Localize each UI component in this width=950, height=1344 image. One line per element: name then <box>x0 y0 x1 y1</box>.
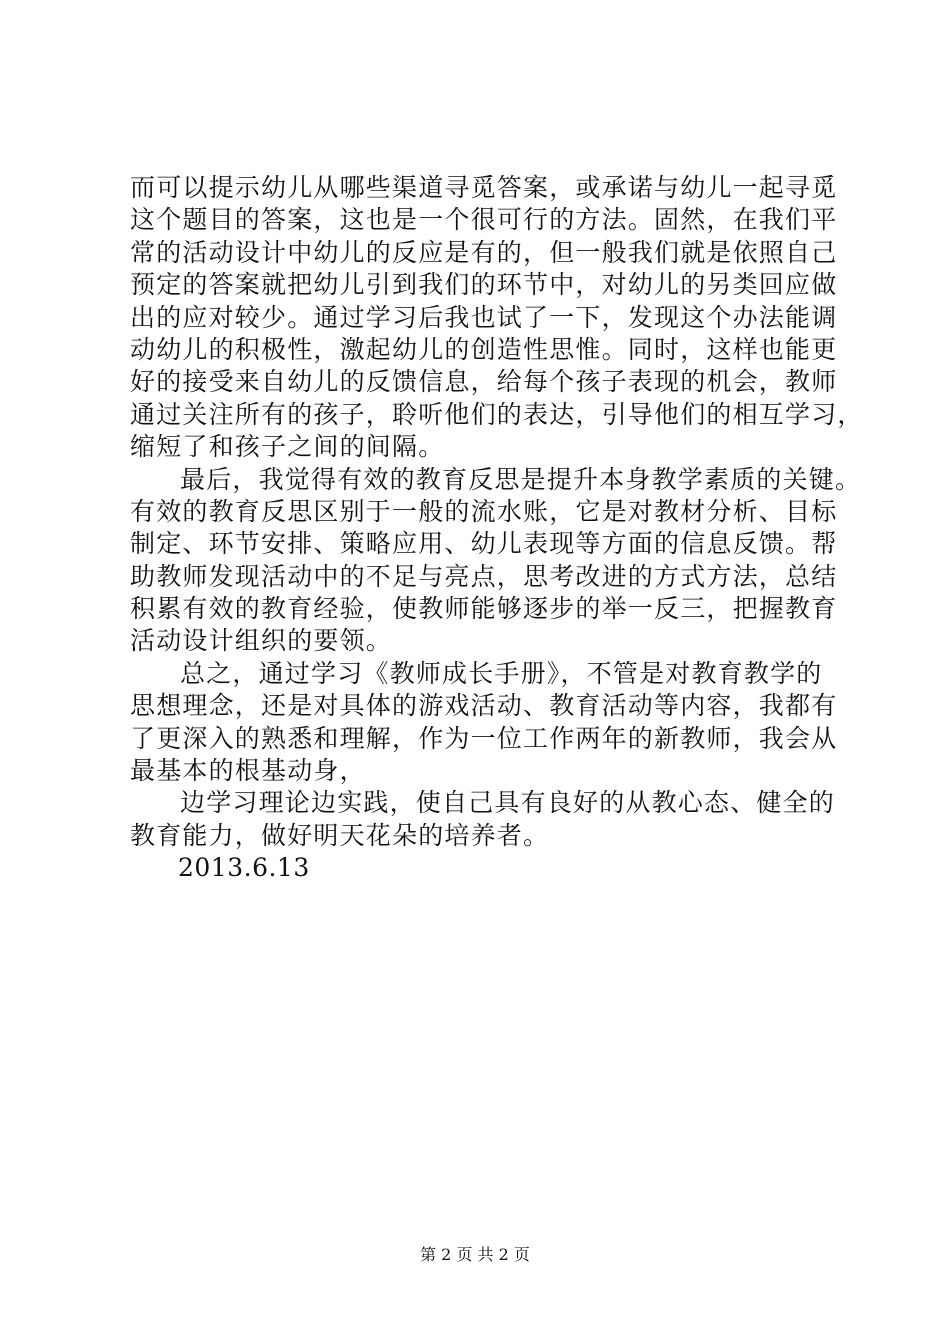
paragraph-line: 有效的教育反思区别于一般的流水账，它是对教材分析、目标 <box>130 496 838 526</box>
paragraph-3 <box>130 658 840 788</box>
paragraph-2 <box>130 464 862 658</box>
paragraph-line: 好的接受来自幼儿的反馈信息，给每个孩子表现的机会，教师 <box>130 367 838 397</box>
paragraph-line: 积累有效的教育经验，使教师能够逐步的举一反三，把握教育 <box>130 594 838 624</box>
paragraph-line: 通过关注所有的孩子，聆听他们的表达，引导他们的相互学习， <box>130 399 864 429</box>
paragraph-line: 这个题目的答案，这也是一个很可行的方法。固然，在我们平 <box>130 205 838 235</box>
paragraph-line: 预定的答案就把幼儿引到我们的环节中，对幼儿的另类回应做 <box>130 270 838 300</box>
paragraph-1 <box>130 172 864 464</box>
paragraph-line: 常的活动设计中幼儿的反应是有的，但一般我们就是依照自己 <box>130 237 838 267</box>
paragraph-line: 活动设计组织的要领。 <box>130 626 393 656</box>
paragraph-line: 制定、环节安排、策略应用、幼儿表现等方面的信息反馈。帮 <box>130 529 838 559</box>
document-date: 2013.6.13 <box>178 853 310 883</box>
paragraph-line: 总之，通过学习《教师成长手册》，不管是对教育教学的 <box>180 658 823 688</box>
paragraph-line: 出的应对较少。通过学习后我也试了一下，发现这个办法能调 <box>130 302 838 332</box>
document-body <box>130 172 864 885</box>
paragraph-line: 思想理念，还是对具体的游戏活动、教育活动等内容，我都有 <box>130 691 838 721</box>
paragraph-line: 动幼儿的积极性，激起幼儿的创造性思惟。同时，这样也能更 <box>130 334 838 364</box>
paragraph-line: 而可以提示幼儿从哪些渠道寻觅答案，或承诺与幼儿一起寻觅 <box>130 173 838 202</box>
paragraph-4 <box>130 787 840 852</box>
paragraph-line: 缩短了和孩子之间的间隔。 <box>130 432 445 462</box>
paragraph-line: 了更深入的熟悉和理解，作为一位工作两年的新教师，我会从 <box>130 723 838 753</box>
paragraph-line: 边学习理论边实践，使自己具有良好的从教心态、健全的 <box>180 788 836 818</box>
paragraph-line: 教育能力，做好明天花朵的培养者。 <box>130 820 550 850</box>
page-number: 第 2 页 共 2 页 <box>420 1245 530 1264</box>
paragraph-line: 助教师发现活动中的不足与亮点，思考改进的方式方法，总结 <box>130 561 838 591</box>
page-footer <box>0 1245 950 1265</box>
paragraph-line: 最基本的根基动身， <box>130 756 366 786</box>
paragraph-line: 最后，我觉得有效的教育反思是提升本身教学素质的关键。 <box>180 464 862 494</box>
